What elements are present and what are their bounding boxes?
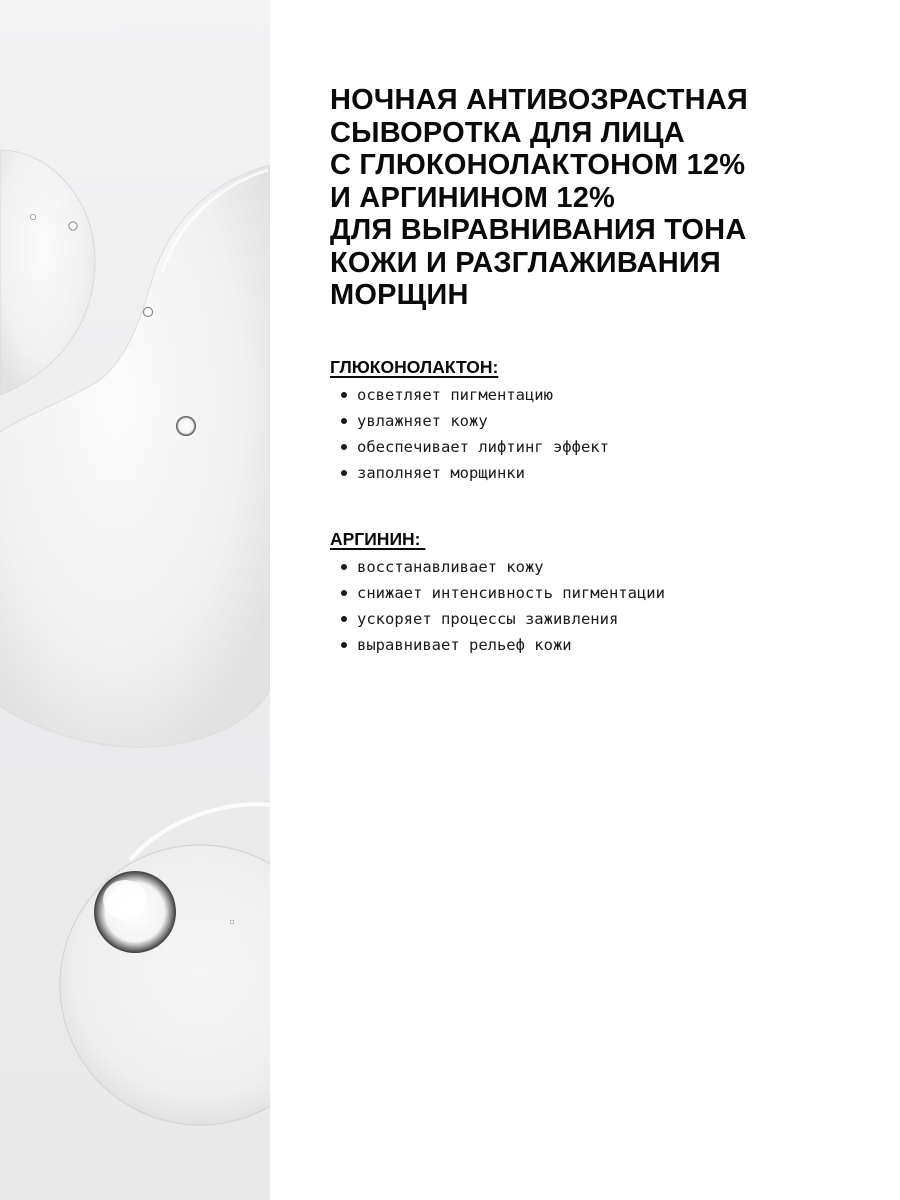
product-title xyxy=(330,84,870,312)
bullet-icon xyxy=(341,418,347,424)
title-line: ДЛЯ ВЫРАВНИВАНИЯ ТОНА xyxy=(330,214,747,246)
serum-drops-illustration xyxy=(0,0,270,1200)
tiny-bubble-3 xyxy=(30,214,36,220)
arginine-benefits-list xyxy=(330,554,870,658)
list-item-text: обеспечивает лифтинг эффект xyxy=(357,437,609,456)
list-item xyxy=(330,554,870,580)
list-item xyxy=(330,580,870,606)
title-line: С ГЛЮКОНОЛАКТОНОМ 12% xyxy=(330,149,746,181)
list-item-text: снижает интенсивность пигментации xyxy=(357,583,665,602)
list-item-text: выравнивает рельеф кожи xyxy=(357,635,572,654)
bullet-icon xyxy=(341,444,347,450)
bullet-icon xyxy=(341,564,347,570)
gluconolactone-section xyxy=(330,356,870,486)
title-line: СЫВОРОТКА ДЛЯ ЛИЦА xyxy=(330,116,685,149)
small-bubble xyxy=(176,416,196,436)
bullet-icon xyxy=(341,470,347,476)
list-item xyxy=(330,460,870,486)
list-item xyxy=(330,382,870,408)
list-item-text: увлажняет кожу xyxy=(357,411,488,430)
bullet-icon xyxy=(341,590,347,596)
list-item-text: осветляет пигментацию xyxy=(357,385,553,404)
list-item-text: заполняет морщинки xyxy=(357,463,525,482)
bullet-icon xyxy=(341,642,347,648)
list-item-text: восстанавливает кожу xyxy=(357,557,544,576)
title-line: НОЧНАЯ АНТИВОЗРАСТНАЯ xyxy=(330,84,748,116)
arginine-section xyxy=(330,528,870,658)
gluconolactone-heading: ГЛЮКОНОЛАКТОН: xyxy=(330,356,499,377)
title-line: МОРЩИН xyxy=(330,279,469,311)
tiny-bubble-2 xyxy=(69,222,78,231)
large-bubble-glare xyxy=(103,880,147,920)
arginine-heading: АРГИНИН: xyxy=(330,528,426,549)
bullet-icon xyxy=(341,392,347,398)
product-description xyxy=(330,84,870,658)
tiny-bubble-1 xyxy=(143,307,153,317)
tiny-bubble-4 xyxy=(230,920,234,924)
gluconolactone-benefits-list xyxy=(330,382,870,486)
list-item xyxy=(330,434,870,460)
serum-drops-image xyxy=(0,0,270,1200)
bullet-icon xyxy=(341,616,347,622)
list-item xyxy=(330,606,870,632)
list-item xyxy=(330,632,870,658)
title-line: КОЖИ И РАЗГЛАЖИВАНИЯ xyxy=(330,246,721,279)
list-item xyxy=(330,408,870,434)
title-line: И АРГИНИНОМ 12% xyxy=(330,181,616,214)
list-item-text: ускоряет процессы заживления xyxy=(357,609,619,628)
